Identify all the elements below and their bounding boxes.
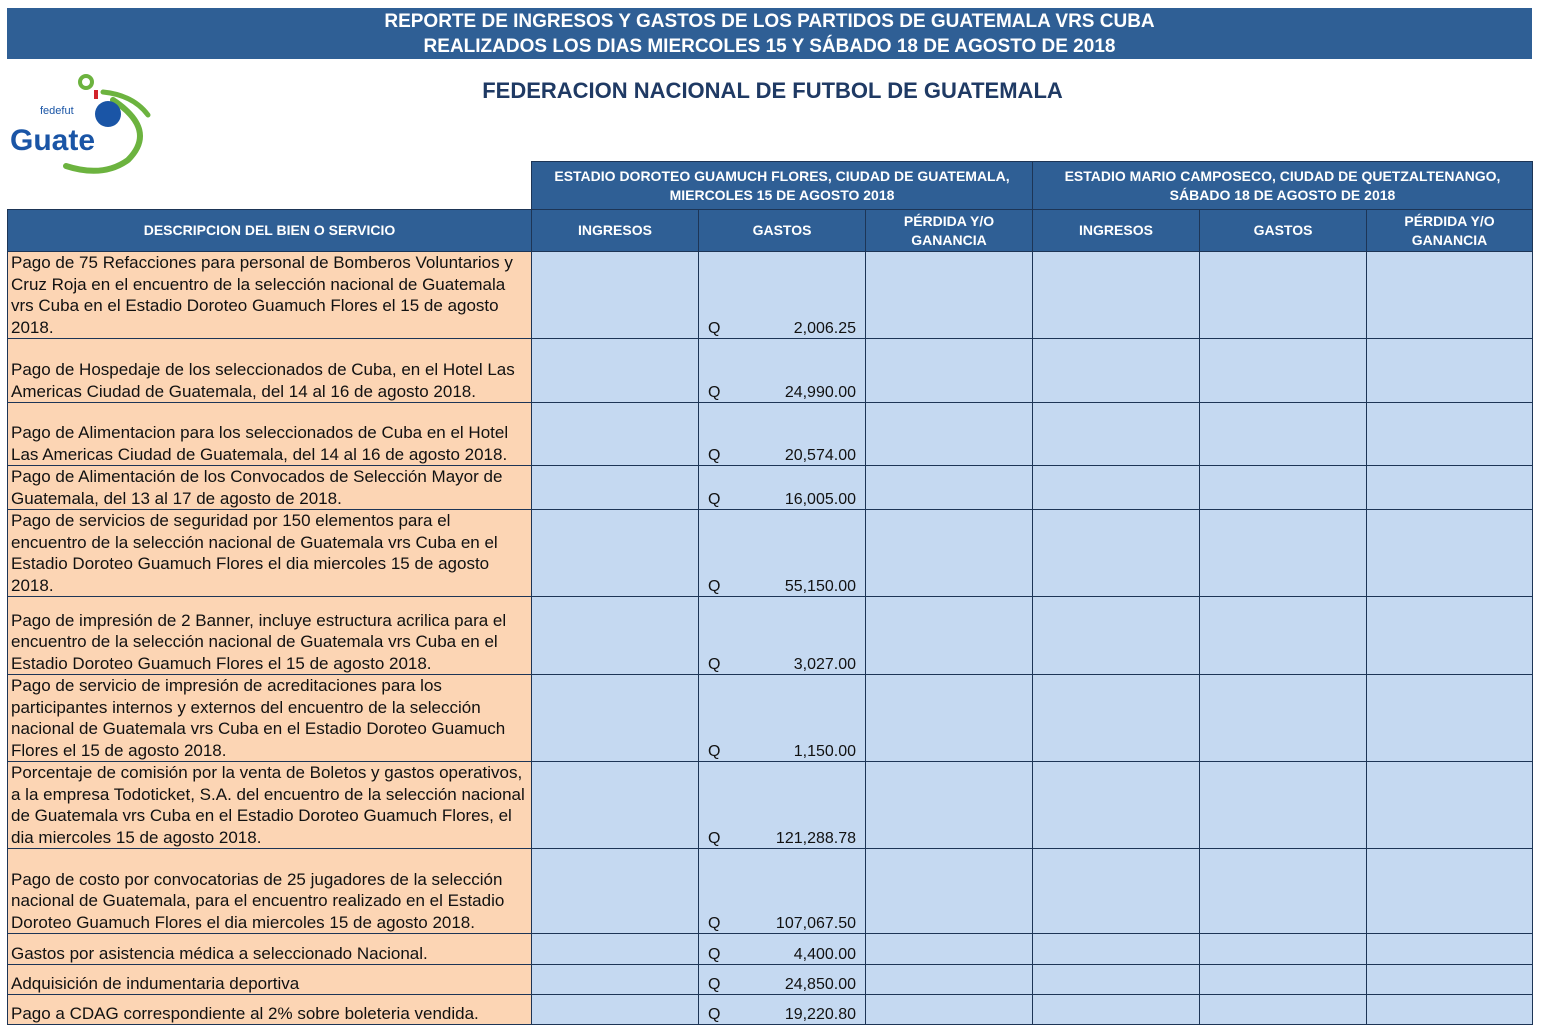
gastos-cell <box>699 466 866 510</box>
report-table <box>7 161 1533 1025</box>
gastos-cell <box>1200 675 1367 762</box>
perdida-cell <box>866 995 1033 1025</box>
row-description: Pago de costo por convocatorias de 25 jugadores de la selección nacional de Guatemala, para el encuentro realizado en el Estadio Doroteo Guamuch Flores el dia miercoles 15 de agosto 2018. <box>8 849 532 934</box>
row-description: Pago de servicios de seguridad por 150 elementos para el encuentro de la selección nacional de Guatemala vrs Cuba en el Estadio Doroteo Guamuch Flores el dia miercoles 15 de agosto 2018. <box>8 510 532 597</box>
title-line-2: REALIZADOS LOS DIAS MIERCOLES 15 Y SÁBADO 18 DE AGOSTO DE 2018 <box>423 36 1116 57</box>
perdida-cell <box>1367 934 1533 965</box>
ganancia-label: GANANCIA <box>911 231 987 248</box>
ingresos-cell <box>1033 597 1200 675</box>
perdida-label: PÉRDIDA Y/O <box>1404 212 1495 229</box>
ingresos-cell <box>532 965 699 995</box>
perdida-cell <box>1367 597 1533 675</box>
ingresos-cell <box>1033 849 1200 934</box>
perdida-cell <box>866 675 1033 762</box>
gastos-cell <box>699 965 866 995</box>
perdida-cell <box>1367 675 1533 762</box>
currency-symbol: Q <box>708 946 721 963</box>
ingresos-cell <box>532 675 699 762</box>
table-row <box>8 762 1533 849</box>
stadium-2-header <box>1033 162 1533 210</box>
gastos-cell <box>699 849 866 934</box>
row-description: Pago de Hospedaje de los seleccionados de Cuba, en el Hotel Las Americas Ciudad de Guatemala, del 14 al 16 de agosto 2018. <box>8 339 532 403</box>
perdida-cell <box>866 510 1033 597</box>
table-row <box>8 403 1533 466</box>
table-row <box>8 339 1533 403</box>
fedefut-logo <box>8 70 158 175</box>
currency-symbol: Q <box>708 320 721 337</box>
table-row <box>8 597 1533 675</box>
gastos-cell <box>1200 965 1367 995</box>
col-gastos-1: GASTOS <box>699 210 866 252</box>
perdida-label: PÉRDIDA Y/O <box>903 212 995 229</box>
gastos-cell <box>1200 597 1367 675</box>
table-row <box>8 849 1533 934</box>
ingresos-cell <box>1033 675 1200 762</box>
table-row <box>8 510 1533 597</box>
gastos-value: 20,574.00 <box>784 447 856 464</box>
ingresos-cell <box>1033 466 1200 510</box>
gastos-value: 55,150.00 <box>784 578 856 595</box>
ingresos-cell <box>532 339 699 403</box>
currency-symbol: Q <box>708 743 721 760</box>
perdida-cell <box>1367 252 1533 339</box>
table-row <box>8 252 1533 339</box>
gastos-value: 107,067.50 <box>775 915 856 932</box>
ingresos-cell <box>532 403 699 466</box>
table-row <box>8 934 1533 965</box>
perdida-cell <box>866 339 1033 403</box>
perdida-cell <box>1367 849 1533 934</box>
ingresos-cell <box>1033 934 1200 965</box>
ingresos-cell <box>532 762 699 849</box>
ingresos-cell <box>532 934 699 965</box>
row-description: Pago a CDAG correspondiente al 2% sobre boleteria vendida. <box>8 995 532 1025</box>
perdida-cell <box>1367 995 1533 1025</box>
table-row <box>8 965 1533 995</box>
currency-symbol: Q <box>708 915 721 932</box>
gastos-value: 4,400.00 <box>793 946 856 963</box>
table-row <box>8 995 1533 1025</box>
perdida-cell <box>866 849 1033 934</box>
gastos-value: 24,850.00 <box>784 976 856 993</box>
currency-symbol: Q <box>708 830 721 847</box>
perdida-cell <box>866 762 1033 849</box>
empty-corner <box>8 162 532 210</box>
gastos-cell <box>699 762 866 849</box>
row-description: Pago de impresión de 2 Banner, incluye estructura acrilica para el encuentro de la selección nacional de Guatemala vrs Cuba en el Estadio Doroteo Guamuch Flores el 15 de agosto 2018. <box>8 597 532 675</box>
ingresos-cell <box>1033 995 1200 1025</box>
perdida-cell <box>1367 466 1533 510</box>
report-title <box>7 8 1532 59</box>
currency-symbol: Q <box>708 447 721 464</box>
ingresos-cell <box>1033 252 1200 339</box>
gastos-cell <box>699 995 866 1025</box>
perdida-cell <box>1367 403 1533 466</box>
ingresos-cell <box>1033 339 1200 403</box>
stadium-1-line-2: MIERCOLES 15 DE AGOSTO 2018 <box>669 186 895 203</box>
gastos-cell <box>699 675 866 762</box>
perdida-cell <box>866 252 1033 339</box>
col-ingresos-2: INGRESOS <box>1033 210 1200 252</box>
stadium-1-header <box>532 162 1033 210</box>
perdida-cell <box>866 934 1033 965</box>
stadium-2-line-1: ESTADIO MARIO CAMPOSECO, CIUDAD DE QUETZALTENANGO, <box>1064 167 1501 184</box>
currency-symbol: Q <box>708 491 721 508</box>
currency-symbol: Q <box>708 976 721 993</box>
gastos-cell <box>699 597 866 675</box>
row-description: Porcentaje de comisión por la venta de Boletos y gastos operativos, a la empresa Todoticket, S.A. del encuentro de la selección nacional de Guatemala vrs Cuba en el Estadio Doroteo Guamuch Flores, el dia miercoles 15 de agosto 2018. <box>8 762 532 849</box>
gastos-value: 1,150.00 <box>793 743 856 760</box>
logo-text-small: fedefut <box>40 105 74 117</box>
gastos-value: 19,220.80 <box>784 1006 856 1023</box>
ingresos-cell <box>1033 762 1200 849</box>
perdida-cell <box>866 466 1033 510</box>
gastos-cell <box>1200 995 1367 1025</box>
col-perdida-2 <box>1367 210 1533 252</box>
gastos-cell <box>1200 339 1367 403</box>
gastos-cell <box>699 510 866 597</box>
gastos-cell <box>1200 466 1367 510</box>
perdida-cell <box>866 403 1033 466</box>
ingresos-cell <box>532 995 699 1025</box>
ingresos-cell <box>532 597 699 675</box>
table-row <box>8 675 1533 762</box>
title-line-1: REPORTE DE INGRESOS Y GASTOS DE LOS PARTIDOS DE GUATEMALA VRS CUBA <box>384 11 1155 32</box>
perdida-cell <box>1367 965 1533 995</box>
gastos-value: 2,006.25 <box>793 320 856 337</box>
gastos-cell <box>1200 762 1367 849</box>
currency-symbol: Q <box>708 578 721 595</box>
gastos-value: 3,027.00 <box>793 656 856 673</box>
table-row <box>8 466 1533 510</box>
gastos-cell <box>1200 510 1367 597</box>
gastos-cell <box>699 934 866 965</box>
col-perdida-1 <box>866 210 1033 252</box>
currency-symbol: Q <box>708 656 721 673</box>
ingresos-cell <box>1033 403 1200 466</box>
gastos-cell <box>699 339 866 403</box>
federation-name: FEDERACION NACIONAL DE FUTBOL DE GUATEMALA <box>482 78 1063 103</box>
ingresos-cell <box>532 466 699 510</box>
currency-symbol: Q <box>708 384 721 401</box>
row-description: Pago de 75 Refacciones para personal de Bomberos Voluntarios y Cruz Roja en el encuentro de la selección nacional de Guatemala vrs Cuba en el Estadio Doroteo Guamuch Flores el 15 de agosto 2018. <box>8 252 532 339</box>
gastos-value: 121,288.78 <box>775 830 856 847</box>
gastos-value: 24,990.00 <box>784 384 856 401</box>
currency-symbol: Q <box>708 1006 721 1023</box>
row-description: Pago de servicio de impresión de acreditaciones para los participantes internos y externos del encuentro de la selección nacional de Guatemala vrs Cuba en el Estadio Doroteo Guamuch Flores el 15 de agosto 2018. <box>8 675 532 762</box>
logo-text-big: Guate <box>10 124 96 157</box>
ganancia-label: GANANCIA <box>1411 231 1488 248</box>
perdida-cell <box>1367 510 1533 597</box>
ingresos-cell <box>1033 965 1200 995</box>
gastos-value: 16,005.00 <box>784 491 856 508</box>
ingresos-cell <box>532 510 699 597</box>
gastos-cell <box>699 252 866 339</box>
ingresos-cell <box>532 252 699 339</box>
gastos-cell <box>1200 934 1367 965</box>
gastos-cell <box>1200 252 1367 339</box>
ingresos-cell <box>1033 510 1200 597</box>
gastos-cell <box>1200 849 1367 934</box>
stadium-1-line-1: ESTADIO DOROTEO GUAMUCH FLORES, CIUDAD DE GUATEMALA, <box>554 167 1010 184</box>
gastos-cell <box>1200 403 1367 466</box>
col-description: DESCRIPCION DEL BIEN O SERVICIO <box>8 210 532 252</box>
perdida-cell <box>1367 762 1533 849</box>
perdida-cell <box>866 597 1033 675</box>
col-ingresos-1: INGRESOS <box>532 210 699 252</box>
row-description: Pago de Alimentación de los Convocados de Selección Mayor de Guatemala, del 13 al 17 de agosto de 2018. <box>8 466 532 510</box>
gastos-cell <box>699 403 866 466</box>
perdida-cell <box>866 965 1033 995</box>
row-description: Pago de Alimentacion para los seleccionados de Cuba en el Hotel Las Americas Ciudad de Guatemala, del 14 al 16 de agosto 2018. <box>8 403 532 466</box>
row-description: Adquisición de indumentaria deportiva <box>8 965 532 995</box>
ingresos-cell <box>532 849 699 934</box>
perdida-cell <box>1367 339 1533 403</box>
col-gastos-2: GASTOS <box>1200 210 1367 252</box>
row-description: Gastos por asistencia médica a seleccionado Nacional. <box>8 934 532 965</box>
stadium-2-line-2: SÁBADO 18 DE AGOSTO DE 2018 <box>1169 186 1396 203</box>
